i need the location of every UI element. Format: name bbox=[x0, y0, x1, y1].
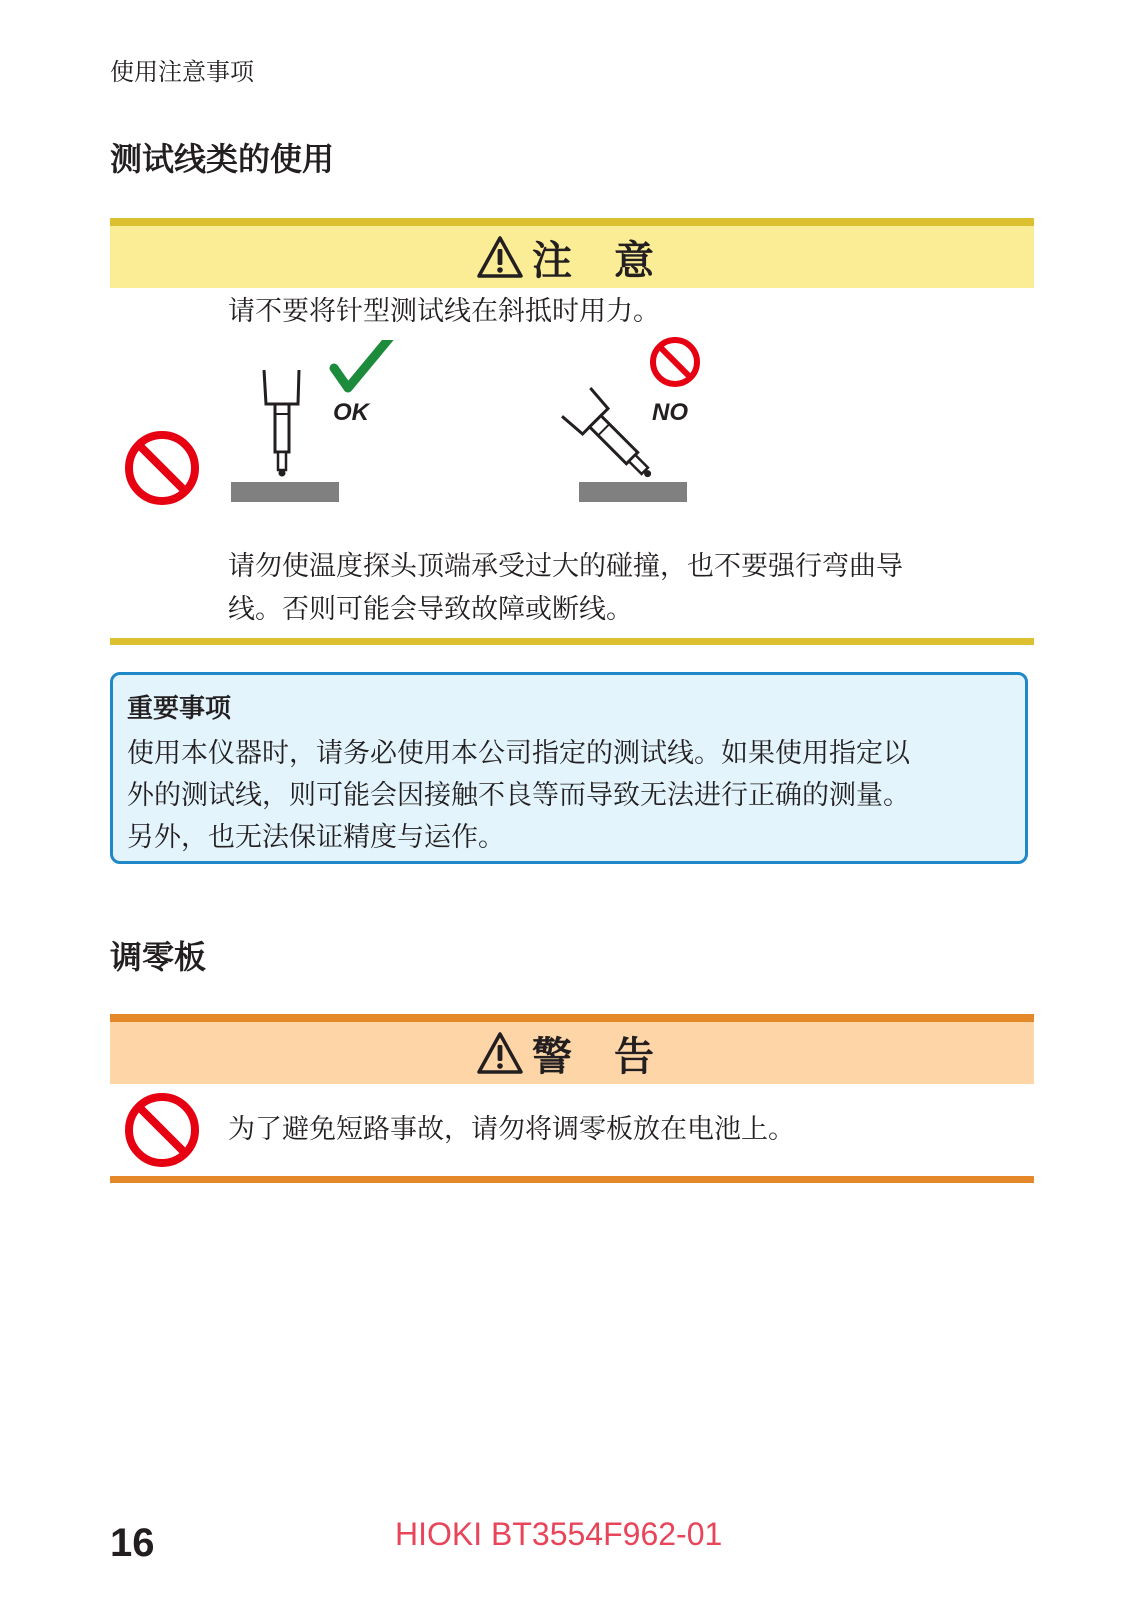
important-line-2: 外的测试线，则可能会因接触不良等而导致无法进行正确的测量。 bbox=[127, 780, 910, 811]
caution-text-2-line-1: 请勿使温度探头顶端承受过大的碰撞，也不要强行弯曲导 bbox=[228, 551, 903, 582]
warning-band bbox=[110, 1022, 1034, 1084]
important-title: 重要事项 bbox=[127, 694, 232, 724]
important-body bbox=[127, 733, 1011, 859]
no-label: NO bbox=[652, 399, 688, 426]
running-header: 使用注意事项 bbox=[110, 58, 254, 86]
ok-illustration bbox=[228, 340, 408, 510]
caution-heading bbox=[110, 226, 1034, 288]
important-notice-box bbox=[110, 672, 1028, 864]
warning-heading bbox=[110, 1022, 1034, 1084]
document-code: HIOKI BT3554F962-01 bbox=[395, 1516, 723, 1552]
warning-heading-text: 警 告 bbox=[532, 1033, 668, 1080]
caution-bottom-bar bbox=[110, 638, 1034, 645]
caution-heading-text: 注 意 bbox=[532, 237, 668, 284]
warning-triangle-icon bbox=[476, 1031, 524, 1075]
ok-label: OK bbox=[333, 399, 369, 426]
section-title-zero-plate: 调零板 bbox=[110, 938, 207, 976]
important-line-3: 另外，也无法保证精度与运作。 bbox=[127, 822, 505, 853]
prohibition-icon bbox=[124, 1092, 200, 1168]
important-line-1: 使用本仪器时，请务必使用本公司指定的测试线。如果使用指定以 bbox=[127, 738, 910, 769]
warning-bottom-bar bbox=[110, 1176, 1034, 1183]
caution-band bbox=[110, 226, 1034, 288]
page-number: 16 bbox=[110, 1521, 155, 1565]
caution-text-2 bbox=[228, 545, 903, 631]
caution-text-1: 请不要将针型测试线在斜抵时用力。 bbox=[228, 296, 660, 327]
prohibition-icon bbox=[124, 430, 200, 506]
section-title-test-leads: 测试线类的使用 bbox=[110, 140, 335, 178]
warning-triangle-icon bbox=[476, 235, 524, 279]
caution-top-bar bbox=[110, 218, 1034, 226]
check-mark-icon bbox=[334, 340, 392, 388]
warning-top-bar bbox=[110, 1014, 1034, 1022]
caution-text-2-line-2: 线。否则可能会导致故障或断线。 bbox=[228, 594, 633, 625]
warning-text: 为了避免短路事故，请勿将调零板放在电池上。 bbox=[228, 1114, 795, 1145]
no-illustration bbox=[560, 330, 730, 510]
